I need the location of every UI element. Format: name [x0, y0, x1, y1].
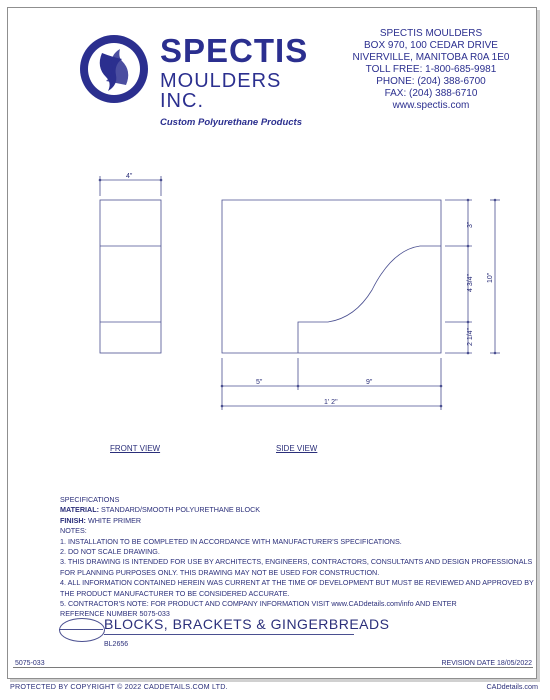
brand-subname: MOULDERS INC. [160, 70, 282, 112]
note-line: 5. CONTRACTOR'S NOTE: FOR PRODUCT AND COMPANY INFORMATION VISIT www.CADdetails.com/info AND ENTER [60, 599, 457, 609]
notes-heading: NOTES: [60, 526, 87, 536]
note-line: 1. INSTALLATION TO BE COMPLETED IN ACCORDANCE WITH MANUFACTURER'S SPECIFICATIONS. [60, 536, 402, 546]
side-view-outline [222, 200, 441, 353]
material-value: STANDARD/SMOOTH POLYURETHANE BLOCK [99, 505, 261, 515]
title-underline [104, 634, 354, 635]
contact-line: SPECTIS MOULDERS [379, 28, 483, 39]
dim-total-height: 10" [487, 272, 494, 283]
revision-date: REVISION DATE 18/05/2022 [441, 660, 532, 667]
note-line: THE PRODUCT MANUFACTURER TO BE CONSIDERED ACCURATE. [60, 588, 290, 598]
specs-heading: SPECIFICATIONS [60, 495, 120, 504]
dim-top-height: 3" [467, 221, 474, 228]
dim-mid-height: 4 3/4" [467, 273, 474, 292]
contact-line: TOLL FREE: 1-800-685-9981 [365, 64, 497, 75]
contact-line: FAX: (204) 388-6710 [384, 88, 478, 99]
finish-label: FINISH: [60, 515, 86, 525]
side-view-label: SIDE VIEW [276, 444, 318, 453]
note-line: 2. DO NOT SCALE DRAWING. [60, 547, 160, 557]
note-line: 4. ALL INFORMATION CONTAINED HEREIN WAS CURRENT AT THE TIME OF DEVELOPMENT BUT MUST BE REVIEWED AND APPROVED BY [60, 578, 534, 588]
finish-value: WHITE PRIMER [85, 515, 142, 525]
reference-number: 5075-033 [15, 660, 45, 667]
finish-line [60, 516, 534, 526]
drawing-title: BLOCKS, BRACKETS & GINGERBREADS [104, 616, 390, 632]
dim-left-width: 5" [256, 379, 263, 386]
footer-rule [13, 667, 533, 668]
drawing-code: BL2656 [104, 641, 129, 648]
material-line [60, 505, 534, 515]
brand-tagline: Custom Polyurethane Products [160, 117, 302, 128]
dim-front-width: 4" [126, 173, 133, 180]
title-bubble-divider [59, 629, 103, 630]
note-line: 3. THIS DRAWING IS INTENDED FOR USE BY ARCHITECTS, ENGINEERS, CONTRACTORS, CONSULTANTS AND DESIGN PROFESSIONALS [60, 557, 533, 567]
brand-name: SPECTIS [160, 32, 309, 69]
front-view-label: FRONT VIEW [110, 444, 161, 453]
contact-line: NIVERVILLE, MANITOBA R0A 1E0 [352, 52, 510, 63]
dim-right-width: 9" [366, 379, 373, 386]
note-line: FOR PLANNING PURPOSES ONLY. THIS DRAWING MAY NOT BE USED FOR CONSTRUCTION. [60, 567, 380, 577]
dim-total-width: 1' 2" [324, 399, 338, 406]
contact-line: www.spectis.com [392, 100, 470, 111]
caddetails-link[interactable]: CADdetails.com [486, 682, 538, 691]
material-label: MATERIAL: [60, 505, 99, 515]
contact-line: BOX 970, 100 CEDAR DRIVE [364, 40, 498, 51]
contact-line: PHONE: (204) 388-6700 [376, 76, 486, 87]
front-view-outline [100, 200, 161, 353]
copyright-text: PROTECTED BY COPYRIGHT © 2022 CADDETAILS.COM LTD. [10, 682, 228, 691]
dim-bottom-height: 2 1/4" [467, 327, 474, 346]
side-view-profile [298, 246, 441, 353]
specifications-block [60, 495, 534, 620]
title-bubble-icon [59, 618, 105, 642]
note-line: REFERENCE NUMBER 5075-033 [60, 609, 170, 619]
